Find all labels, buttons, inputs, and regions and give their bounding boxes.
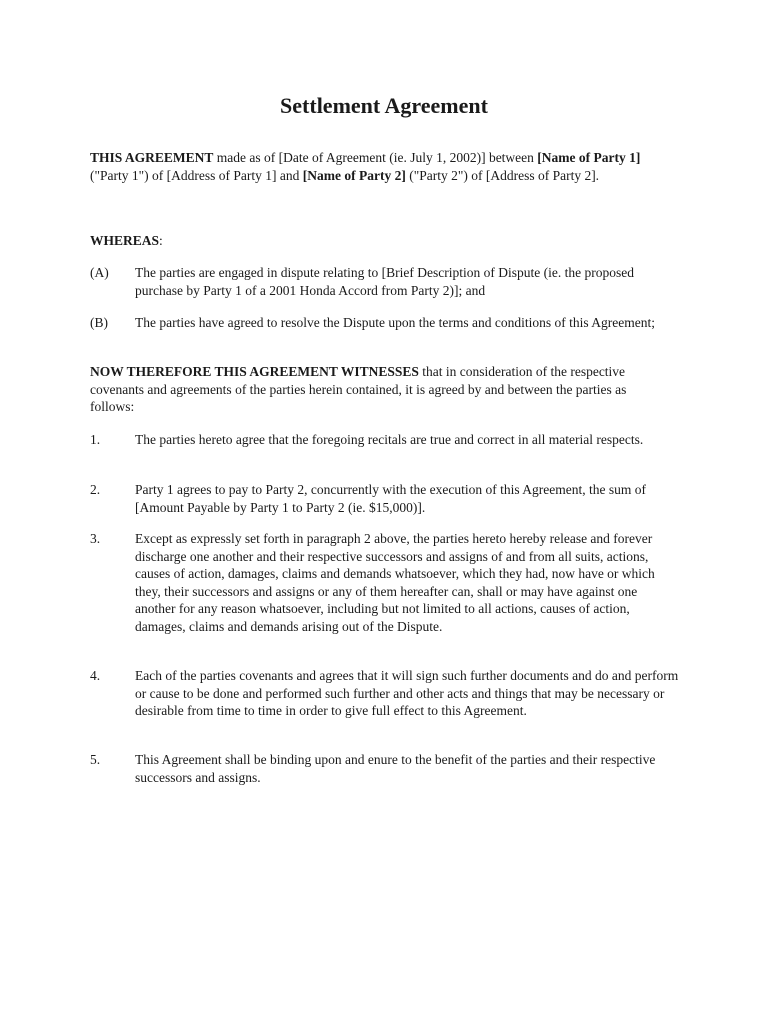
intro-paragraph	[90, 149, 670, 184]
witnesses-text: that in consideration of the respective covenants and agreements of the parties herein contained, it is agreed by and between the parties as follows:	[90, 364, 627, 414]
clause-number: 1.	[90, 432, 101, 447]
witnesses-lead: NOW THEREFORE THIS AGREEMENT WITNESSES	[90, 364, 419, 379]
clause-text: Party 1 agrees to pay to Party 2, concurrently with the execution of this Agreement, the sum of [Amount Payable by Party 1 to Party 2 (ie. $15,000)].	[135, 482, 646, 515]
clause-number: 3.	[90, 531, 101, 546]
clause-text: The parties hereto agree that the foregoing recitals are true and correct in all material respects.	[135, 432, 644, 447]
clause-text: This Agreement shall be binding upon and enure to the benefit of the parties and their respective successors and assigns.	[135, 752, 656, 785]
intro-text-3: ("Party 2") of [Address of Party 2].	[405, 167, 600, 183]
clause-text: Except as expressly set forth in paragraph 2 above, the parties hereto hereby release and forever discharge one another and their respective successors and assigns of and from all suits, actions, causes of action, damages, claims and demands whatsoever, which they had, now have or which they, their successors and assigns or any of them hereafter can, shall or may have against one another for any reason whatsoever, including but not limited to all actions, causes of action, damages, claims and demands arising out of the Dispute.	[135, 531, 655, 634]
intro-text-1: made as of [Date of Agreement (ie. July 1, 2002)] between	[213, 150, 538, 165]
document-page	[90, 0, 682, 1024]
witnesses-paragraph	[90, 363, 670, 416]
recital-marker: (B)	[90, 315, 108, 330]
clause-text: Each of the parties covenants and agrees that it will sign such further documents and do and perform or cause to be done and performed such further and other acts and things that may be necessary or desirable from time to time in order to give full effect to this Agreement.	[135, 668, 679, 718]
recital-marker: (A)	[90, 265, 109, 280]
intro-lead: THIS AGREEMENT	[90, 150, 214, 165]
whereas-label: WHEREAS	[90, 233, 160, 248]
clause-number: 4.	[90, 668, 101, 683]
intro-text-2: ("Party 1") of [Address of Party 1] and	[90, 167, 303, 183]
document-title: Settlement Agreement	[280, 93, 488, 118]
clause-number: 5.	[90, 752, 101, 767]
party2-name: [Name of Party 2]	[302, 167, 406, 183]
party1-name: [Name of Party 1]	[537, 150, 641, 165]
recital-text: The parties have agreed to resolve the Dispute upon the terms and conditions of this Agreement;	[135, 315, 655, 330]
clause-number: 2.	[90, 482, 101, 497]
whereas-colon: :	[159, 233, 163, 248]
recital-text: The parties are engaged in dispute relating to [Brief Description of Dispute (ie. the proposed purchase by Party 1 of a 2001 Honda Accord from Party 2)]; and	[135, 265, 634, 298]
whereas-heading	[90, 232, 670, 250]
